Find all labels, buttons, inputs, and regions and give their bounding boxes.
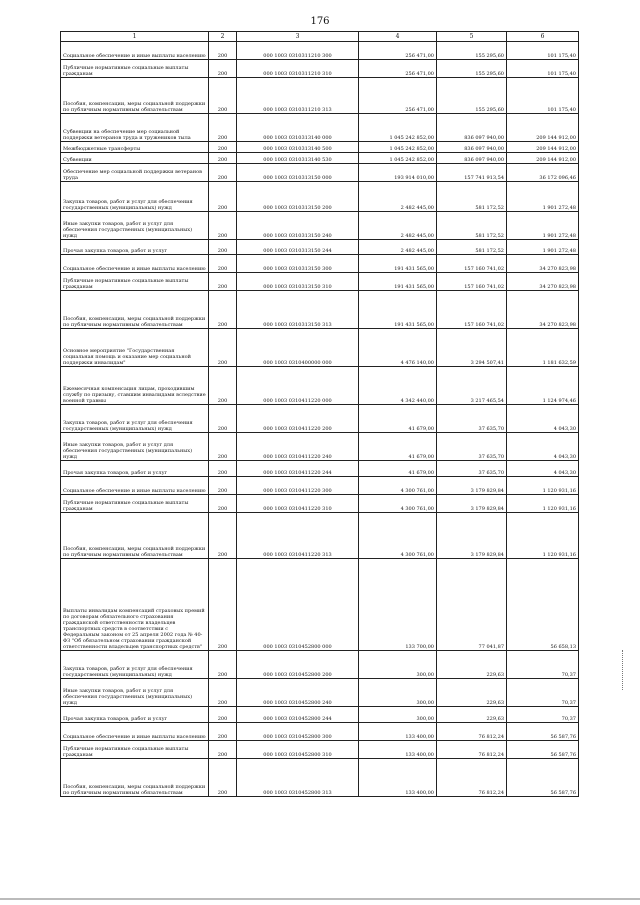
table-body bbox=[61, 42, 579, 797]
approved-amount-cell: 256 471,00 bbox=[359, 42, 437, 60]
executed-amount-cell: 836 097 940,00 bbox=[437, 153, 507, 164]
remaining-amount-cell: 1 120 931,16 bbox=[507, 477, 579, 495]
approved-amount-cell: 4 476 140,00 bbox=[359, 329, 437, 367]
admin-code-cell: 200 bbox=[209, 405, 237, 433]
budget-code-cell: 000 1003 0310311210 300 bbox=[237, 42, 359, 60]
approved-amount-cell: 2 482 445,00 bbox=[359, 212, 437, 240]
executed-amount-cell: 836 097 940,00 bbox=[437, 142, 507, 153]
remaining-amount-cell: 4 043,30 bbox=[507, 405, 579, 433]
remaining-amount-cell: 1 901 272,48 bbox=[507, 182, 579, 212]
table-row bbox=[61, 60, 579, 78]
budget-code-cell: 000 1003 0310411220 000 bbox=[237, 367, 359, 405]
budget-code-cell: 000 1003 0310452800 240 bbox=[237, 679, 359, 707]
table-row bbox=[61, 405, 579, 433]
row-name-cell: Прочая закупка товаров, работ и услуг bbox=[61, 240, 209, 255]
admin-code-cell: 200 bbox=[209, 114, 237, 142]
admin-code-cell: 200 bbox=[209, 759, 237, 797]
row-name-cell: Пособия, компенсации, меры социальной поддержки по публичным нормативным обязательствам bbox=[61, 78, 209, 114]
row-name-cell: Социальное обеспечение и иные выплаты населению bbox=[61, 723, 209, 741]
table-row bbox=[61, 164, 579, 182]
table-row bbox=[61, 367, 579, 405]
executed-amount-cell: 581 172,52 bbox=[437, 212, 507, 240]
budget-code-cell: 000 1003 0310452800 310 bbox=[237, 741, 359, 759]
approved-amount-cell: 41 679,00 bbox=[359, 405, 437, 433]
executed-amount-cell: 229,63 bbox=[437, 679, 507, 707]
budget-code-cell: 000 1003 0310313140 500 bbox=[237, 142, 359, 153]
admin-code-cell: 200 bbox=[209, 164, 237, 182]
budget-code-cell: 000 1003 0310411220 310 bbox=[237, 495, 359, 513]
approved-amount-cell: 300,00 bbox=[359, 679, 437, 707]
remaining-amount-cell: 34 270 823,98 bbox=[507, 255, 579, 273]
row-name-cell: Публичные нормативные социальные выплаты гражданам bbox=[61, 60, 209, 78]
approved-amount-cell: 256 471,00 bbox=[359, 60, 437, 78]
remaining-amount-cell: 4 043,30 bbox=[507, 461, 579, 477]
row-name-cell: Пособия, компенсации, меры социальной поддержки по публичным нормативным обязательствам bbox=[61, 291, 209, 329]
executed-amount-cell: 155 295,60 bbox=[437, 60, 507, 78]
row-name-cell: Пособия, компенсации, меры социальной поддержки по публичным нормативным обязательствам bbox=[61, 759, 209, 797]
approved-amount-cell: 41 679,00 bbox=[359, 461, 437, 477]
table-row bbox=[61, 707, 579, 723]
admin-code-cell: 200 bbox=[209, 142, 237, 153]
table-row bbox=[61, 559, 579, 651]
table-row bbox=[61, 78, 579, 114]
executed-amount-cell: 229,63 bbox=[437, 707, 507, 723]
scan-artifact bbox=[622, 650, 624, 690]
row-name-cell: Закупка товаров, работ и услуг для обеспечения государственных (муниципальных) нужд bbox=[61, 405, 209, 433]
remaining-amount-cell: 56 587,76 bbox=[507, 723, 579, 741]
budget-code-cell: 000 1003 0310411220 240 bbox=[237, 433, 359, 461]
column-header: 4 bbox=[359, 32, 437, 42]
table-row bbox=[61, 723, 579, 741]
budget-table bbox=[60, 31, 579, 797]
budget-code-cell: 000 1003 0310313140 530 bbox=[237, 153, 359, 164]
column-header: 3 bbox=[237, 32, 359, 42]
row-name-cell: Межбюджетные трансферты bbox=[61, 142, 209, 153]
admin-code-cell: 200 bbox=[209, 495, 237, 513]
table-row bbox=[61, 142, 579, 153]
executed-amount-cell: 3 217 465,54 bbox=[437, 367, 507, 405]
admin-code-cell: 200 bbox=[209, 679, 237, 707]
column-header: 5 bbox=[437, 32, 507, 42]
admin-code-cell: 200 bbox=[209, 273, 237, 291]
remaining-amount-cell: 4 043,30 bbox=[507, 433, 579, 461]
table-row bbox=[61, 495, 579, 513]
remaining-amount-cell: 209 144 912,00 bbox=[507, 153, 579, 164]
budget-code-cell: 000 1003 0310313150 313 bbox=[237, 291, 359, 329]
table-row bbox=[61, 182, 579, 212]
remaining-amount-cell: 70,37 bbox=[507, 707, 579, 723]
budget-code-cell: 000 1003 0310313140 000 bbox=[237, 114, 359, 142]
table-row bbox=[61, 679, 579, 707]
approved-amount-cell: 133 400,00 bbox=[359, 741, 437, 759]
approved-amount-cell: 191 431 565,00 bbox=[359, 273, 437, 291]
approved-amount-cell: 4 300 761,00 bbox=[359, 477, 437, 495]
admin-code-cell: 200 bbox=[209, 78, 237, 114]
remaining-amount-cell: 56 658,13 bbox=[507, 559, 579, 651]
admin-code-cell: 200 bbox=[209, 513, 237, 559]
approved-amount-cell: 1 045 242 852,00 bbox=[359, 153, 437, 164]
approved-amount-cell: 300,00 bbox=[359, 707, 437, 723]
row-name-cell: Публичные нормативные социальные выплаты гражданам bbox=[61, 273, 209, 291]
remaining-amount-cell: 1 120 931,16 bbox=[507, 495, 579, 513]
executed-amount-cell: 76 812,24 bbox=[437, 723, 507, 741]
executed-amount-cell: 581 172,52 bbox=[437, 182, 507, 212]
scan-edge bbox=[0, 898, 640, 900]
admin-code-cell: 200 bbox=[209, 651, 237, 679]
row-name-cell: Социальное обеспечение и иные выплаты населению bbox=[61, 42, 209, 60]
admin-code-cell: 200 bbox=[209, 153, 237, 164]
row-name-cell: Иные закупки товаров, работ и услуг для обеспечения государственных (муниципальных) нужд bbox=[61, 212, 209, 240]
approved-amount-cell: 4 342 440,00 bbox=[359, 367, 437, 405]
executed-amount-cell: 155 295,60 bbox=[437, 42, 507, 60]
remaining-amount-cell: 56 587,76 bbox=[507, 741, 579, 759]
row-name-cell: Обеспечение мер социальной поддержки ветеранов труда bbox=[61, 164, 209, 182]
budget-code-cell: 000 1003 0310452800 244 bbox=[237, 707, 359, 723]
budget-code-cell: 000 1003 0310452800 000 bbox=[237, 559, 359, 651]
column-number-row bbox=[61, 32, 579, 42]
remaining-amount-cell: 70,37 bbox=[507, 651, 579, 679]
executed-amount-cell: 37 635,70 bbox=[437, 433, 507, 461]
executed-amount-cell: 157 741 913,54 bbox=[437, 164, 507, 182]
executed-amount-cell: 157 160 741,02 bbox=[437, 273, 507, 291]
admin-code-cell: 200 bbox=[209, 182, 237, 212]
executed-amount-cell: 229,63 bbox=[437, 651, 507, 679]
admin-code-cell: 200 bbox=[209, 723, 237, 741]
budget-code-cell: 000 1003 0310313150 244 bbox=[237, 240, 359, 255]
executed-amount-cell: 836 097 940,00 bbox=[437, 114, 507, 142]
column-header: 1 bbox=[61, 32, 209, 42]
approved-amount-cell: 300,00 bbox=[359, 651, 437, 679]
row-name-cell: Публичные нормативные социальные выплаты гражданам bbox=[61, 495, 209, 513]
table-row bbox=[61, 212, 579, 240]
remaining-amount-cell: 1 901 272,48 bbox=[507, 212, 579, 240]
budget-code-cell: 000 1003 0310411220 313 bbox=[237, 513, 359, 559]
row-name-cell: Закупка товаров, работ и услуг для обеспечения государственных (муниципальных) нужд bbox=[61, 651, 209, 679]
admin-code-cell: 200 bbox=[209, 433, 237, 461]
approved-amount-cell: 4 300 761,00 bbox=[359, 495, 437, 513]
row-name-cell: Иные закупки товаров, работ и услуг для обеспечения государственных (муниципальных) нужд bbox=[61, 433, 209, 461]
page-number: 176 bbox=[310, 16, 330, 27]
admin-code-cell: 200 bbox=[209, 291, 237, 329]
approved-amount-cell: 1 045 242 852,00 bbox=[359, 142, 437, 153]
approved-amount-cell: 1 045 242 852,00 bbox=[359, 114, 437, 142]
budget-code-cell: 000 1003 0310313150 310 bbox=[237, 273, 359, 291]
approved-amount-cell: 193 914 010,00 bbox=[359, 164, 437, 182]
approved-amount-cell: 2 482 445,00 bbox=[359, 182, 437, 212]
admin-code-cell: 200 bbox=[209, 707, 237, 723]
budget-code-cell: 000 1003 0310313150 300 bbox=[237, 255, 359, 273]
admin-code-cell: 200 bbox=[209, 559, 237, 651]
row-name-cell: Закупка товаров, работ и услуг для обеспечения государственных (муниципальных) нужд bbox=[61, 182, 209, 212]
column-header: 6 bbox=[507, 32, 579, 42]
executed-amount-cell: 3 179 829,84 bbox=[437, 477, 507, 495]
executed-amount-cell: 157 160 741,02 bbox=[437, 255, 507, 273]
remaining-amount-cell: 209 144 912,00 bbox=[507, 114, 579, 142]
approved-amount-cell: 256 471,00 bbox=[359, 78, 437, 114]
remaining-amount-cell: 1 124 974,46 bbox=[507, 367, 579, 405]
approved-amount-cell: 2 482 445,00 bbox=[359, 240, 437, 255]
remaining-amount-cell: 34 270 823,98 bbox=[507, 291, 579, 329]
table-row bbox=[61, 759, 579, 797]
admin-code-cell: 200 bbox=[209, 329, 237, 367]
admin-code-cell: 200 bbox=[209, 741, 237, 759]
approved-amount-cell: 133 700,00 bbox=[359, 559, 437, 651]
approved-amount-cell: 41 679,00 bbox=[359, 433, 437, 461]
remaining-amount-cell: 1 901 272,48 bbox=[507, 240, 579, 255]
remaining-amount-cell: 209 144 912,00 bbox=[507, 142, 579, 153]
budget-code-cell: 000 1003 0310311210 310 bbox=[237, 60, 359, 78]
admin-code-cell: 200 bbox=[209, 240, 237, 255]
row-name-cell: Публичные нормативные социальные выплаты гражданам bbox=[61, 741, 209, 759]
table-row bbox=[61, 255, 579, 273]
budget-code-cell: 000 1003 0310313150 200 bbox=[237, 182, 359, 212]
remaining-amount-cell: 56 587,76 bbox=[507, 759, 579, 797]
table-row bbox=[61, 651, 579, 679]
table-row bbox=[61, 513, 579, 559]
row-name-cell: Прочая закупка товаров, работ и услуг bbox=[61, 707, 209, 723]
budget-code-cell: 000 1003 0310313150 240 bbox=[237, 212, 359, 240]
budget-code-cell: 000 1003 0310452800 300 bbox=[237, 723, 359, 741]
executed-amount-cell: 581 172,52 bbox=[437, 240, 507, 255]
executed-amount-cell: 76 812,24 bbox=[437, 741, 507, 759]
budget-code-cell: 000 1003 0310311210 313 bbox=[237, 78, 359, 114]
remaining-amount-cell: 36 172 096,46 bbox=[507, 164, 579, 182]
remaining-amount-cell: 70,37 bbox=[507, 679, 579, 707]
admin-code-cell: 200 bbox=[209, 60, 237, 78]
table-row bbox=[61, 42, 579, 60]
row-name-cell: Ежемесячная компенсация лицам, проходившим службу по призыву, ставшим инвалидами вследствие военной травмы bbox=[61, 367, 209, 405]
table-row bbox=[61, 291, 579, 329]
row-name-cell: Субвенции на обеспечение мер социальной поддержки ветеранов труда и тружеников тыла bbox=[61, 114, 209, 142]
executed-amount-cell: 157 160 741,02 bbox=[437, 291, 507, 329]
budget-code-cell: 000 1003 0310411220 200 bbox=[237, 405, 359, 433]
executed-amount-cell: 37 635,70 bbox=[437, 405, 507, 433]
executed-amount-cell: 37 635,70 bbox=[437, 461, 507, 477]
admin-code-cell: 200 bbox=[209, 461, 237, 477]
remaining-amount-cell: 1 120 931,16 bbox=[507, 513, 579, 559]
table-row bbox=[61, 741, 579, 759]
admin-code-cell: 200 bbox=[209, 477, 237, 495]
approved-amount-cell: 133 400,00 bbox=[359, 723, 437, 741]
approved-amount-cell: 191 431 565,00 bbox=[359, 255, 437, 273]
budget-code-cell: 000 1003 0310411220 300 bbox=[237, 477, 359, 495]
executed-amount-cell: 3 179 829,84 bbox=[437, 495, 507, 513]
admin-code-cell: 200 bbox=[209, 42, 237, 60]
budget-code-cell: 000 1003 0310411220 244 bbox=[237, 461, 359, 477]
admin-code-cell: 200 bbox=[209, 367, 237, 405]
column-header: 2 bbox=[209, 32, 237, 42]
row-name-cell: Социальное обеспечение и иные выплаты населению bbox=[61, 477, 209, 495]
admin-code-cell: 200 bbox=[209, 255, 237, 273]
admin-code-cell: 200 bbox=[209, 212, 237, 240]
executed-amount-cell: 155 295,60 bbox=[437, 78, 507, 114]
approved-amount-cell: 4 300 761,00 bbox=[359, 513, 437, 559]
table-row bbox=[61, 114, 579, 142]
remaining-amount-cell: 34 270 823,98 bbox=[507, 273, 579, 291]
row-name-cell: Прочая закупка товаров, работ и услуг bbox=[61, 461, 209, 477]
approved-amount-cell: 191 431 565,00 bbox=[359, 291, 437, 329]
row-name-cell: Выплаты инвалидам компенсаций страховых премий по договорам обязательного страхования гражданской ответственности владельцев транспортных средств в соответствии с Федеральным законом от 25 апреля 2002 года № 40-ФЗ "Об обязательном страховании гражданской ответственности владельцев транспортных средств" bbox=[61, 559, 209, 651]
row-name-cell: Пособия, компенсации, меры социальной поддержки по публичным нормативным обязательствам bbox=[61, 513, 209, 559]
table-row bbox=[61, 329, 579, 367]
table-row bbox=[61, 153, 579, 164]
row-name-cell: Иные закупки товаров, работ и услуг для обеспечения государственных (муниципальных) нужд bbox=[61, 679, 209, 707]
remaining-amount-cell: 1 181 632,59 bbox=[507, 329, 579, 367]
table-row bbox=[61, 461, 579, 477]
approved-amount-cell: 133 400,00 bbox=[359, 759, 437, 797]
executed-amount-cell: 76 812,24 bbox=[437, 759, 507, 797]
remaining-amount-cell: 101 175,40 bbox=[507, 60, 579, 78]
table-row bbox=[61, 240, 579, 255]
budget-code-cell: 000 1003 0310400000 000 bbox=[237, 329, 359, 367]
executed-amount-cell: 77 041,87 bbox=[437, 559, 507, 651]
table-row bbox=[61, 477, 579, 495]
table-row bbox=[61, 273, 579, 291]
budget-code-cell: 000 1003 0310313150 000 bbox=[237, 164, 359, 182]
executed-amount-cell: 3 179 829,84 bbox=[437, 513, 507, 559]
table-row bbox=[61, 433, 579, 461]
remaining-amount-cell: 101 175,40 bbox=[507, 78, 579, 114]
budget-code-cell: 000 1003 0310452800 200 bbox=[237, 651, 359, 679]
row-name-cell: Субвенции bbox=[61, 153, 209, 164]
remaining-amount-cell: 101 175,40 bbox=[507, 42, 579, 60]
row-name-cell: Основное мероприятие "Государственная социальная помощь и оказание мер социальной поддержки инвалидам" bbox=[61, 329, 209, 367]
executed-amount-cell: 3 294 507,41 bbox=[437, 329, 507, 367]
budget-code-cell: 000 1003 0310452800 313 bbox=[237, 759, 359, 797]
row-name-cell: Социальное обеспечение и иные выплаты населению bbox=[61, 255, 209, 273]
